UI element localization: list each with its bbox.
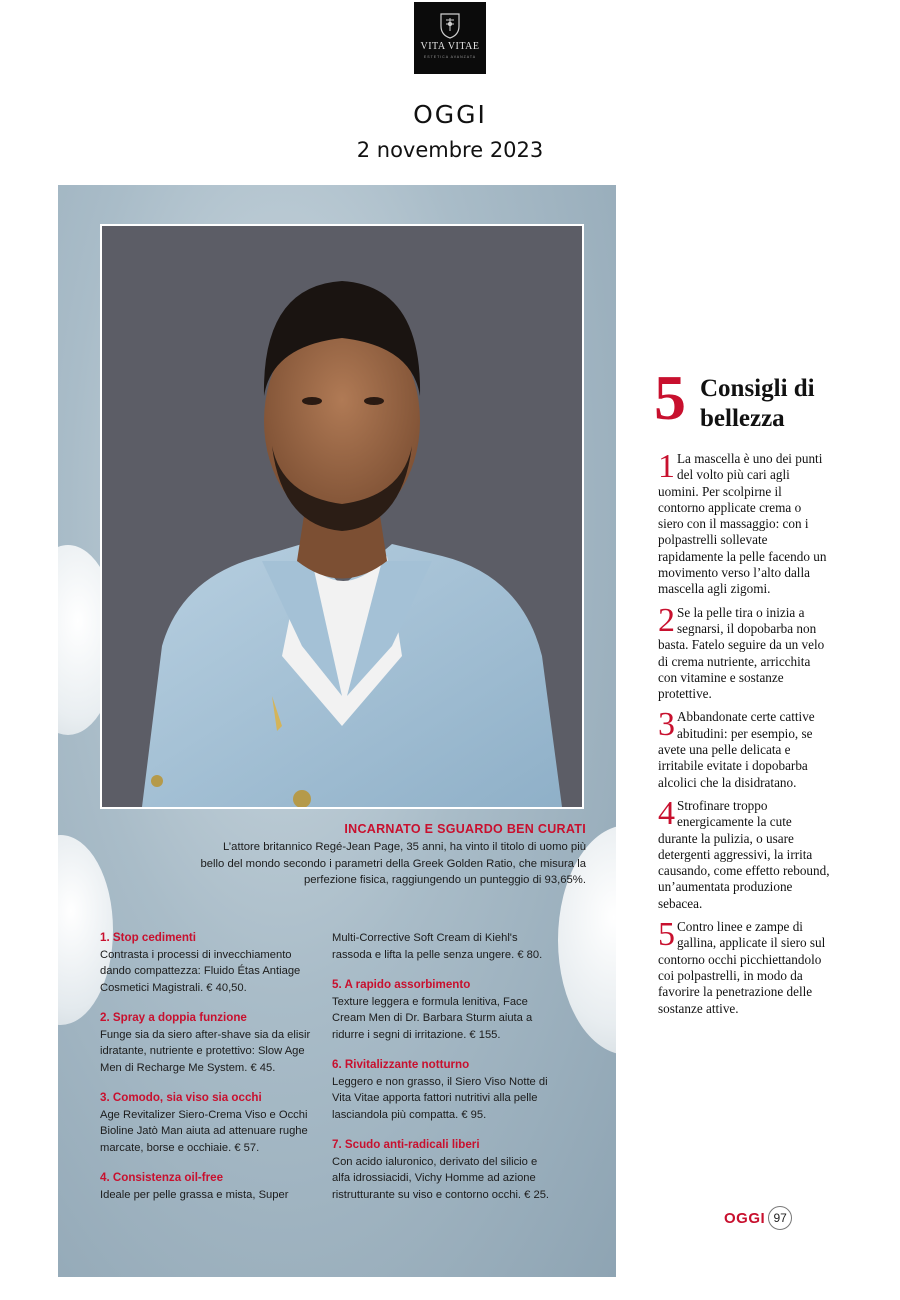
consigli-item xyxy=(658,706,830,790)
product-column-right xyxy=(332,930,554,1217)
consigli-item-number: 3 xyxy=(658,706,675,744)
product-tip-heading: 3. Comodo, sia viso sia occhi xyxy=(100,1091,262,1104)
vita-vitae-logo xyxy=(414,2,486,74)
product-tip-body: Multi-Corrective Soft Cream di Kiehl's rassoda e lifta la pelle senza ungere. € 80. xyxy=(332,932,543,961)
consigli-item-number: 4 xyxy=(658,794,675,832)
product-tip-body: Contrasta i processi di invecchiamento dando compattezza: Fluido Étas Antiage Cosmetici Magistrali. € 40,50. xyxy=(100,948,301,994)
product-tip-body: Texture leggera e formula lenitiva, Face Cream Men di Dr. Barbara Sturm aiuta a ridurre i segni di irritazione. € 155. xyxy=(332,995,533,1041)
consigli-title: Consigli di bellezza xyxy=(700,375,815,432)
consigli-item-text: Contro linee e zampe di gallina, applicate il siero sul contorno occhi picchiettandolo coi polpastrelli, in modo da favorire la penetrazione delle sostanze attive. xyxy=(658,919,826,1016)
logo-name: VITA VITAE xyxy=(420,41,480,52)
consigli-item-number: 5 xyxy=(658,916,675,954)
product-tip xyxy=(100,930,315,996)
portrait-illustration xyxy=(102,226,582,807)
consigli-item-text: Strofinare troppo energicamente la cute durante la pulizia, o usare detergenti aggressivi, la irrita causando, come effetto rebound, un’aumentata produzione sebacea. xyxy=(658,797,830,911)
product-tip-body: Leggero e non grasso, il Siero Viso Notte di Vita Vitae apporta fattori nutritivi alla pelle lasciandola più compatta. € 95. xyxy=(332,1075,548,1121)
product-tip xyxy=(332,977,554,1043)
product-tip xyxy=(100,1170,315,1203)
consigli-item-text: La mascella è uno dei punti del volto più cari agli uomini. Per scolpirne il contorno applicate crema o siero con il massaggio: con i polpastrelli sollevate rapidamente la pelle facendo un movimento verso l’alto dalla mascella agli zigomi. xyxy=(658,451,827,597)
product-tip xyxy=(100,1090,315,1156)
photo-caption-heading: INCARNATO E SGUARDO BEN CURATI xyxy=(344,822,586,836)
consigli-item xyxy=(658,601,830,703)
consigli-number: 5 xyxy=(654,362,686,433)
photo-caption-text: L’attore britannico Regé-Jean Page, 35 anni, ha vinto il titolo di uomo più bello del mondo secondo i parametri della Greek Golden Ratio, che misura la perfezione fisica, raggiungendo un punteggio di 93,65%. xyxy=(200,841,586,886)
publication-date: 2 novembre 2023 xyxy=(356,138,544,162)
product-tip-heading: 2. Spray a doppia funzione xyxy=(100,1011,247,1024)
logo-subtitle: ESTETICA AVANZATA xyxy=(423,55,477,59)
product-tip-heading: 5. A rapido assorbimento xyxy=(332,978,471,991)
page-number: 97 xyxy=(768,1206,792,1230)
product-tip xyxy=(332,1057,554,1123)
product-tip-heading: 1. Stop cedimenti xyxy=(100,931,196,944)
product-tip-heading: 7. Scudo anti-radicali liberi xyxy=(332,1138,480,1151)
consigli-item-number: 1 xyxy=(658,448,675,485)
product-tip-heading: 6. Rivitalizzante notturno xyxy=(332,1058,470,1071)
product-tip xyxy=(332,1137,554,1203)
consigli-item xyxy=(658,448,830,598)
product-tip-body: Con acido ialuronico, derivato del silicio e alfa idrossiacidi, Vichy Homme ad azione ristrutturante su viso e contorno occhi. € 25. xyxy=(332,1155,550,1201)
consigli-item-number: 2 xyxy=(658,601,675,639)
product-tip-body: Funge sia da siero after-shave sia da elisir idratante, nutriente e protettivo: Slow Age Men di Recharge Me System. € 45. xyxy=(100,1028,311,1074)
product-column-left xyxy=(100,930,315,1217)
consigli-item xyxy=(658,794,830,912)
consigli-item-text: Abbandonate certe cattive abitudini: per esempio, se avete una pelle delicata e irritabile evitate i dopobarba alcolici che la disidratano. xyxy=(658,709,815,790)
product-tip-body: Age Revitalizer Siero-Crema Viso e Occhi Bioline Jatò Man aiuta ad attenuare rughe marcate, borse e occhiaie. € 57. xyxy=(100,1108,308,1154)
crest-icon xyxy=(437,11,463,39)
product-tip xyxy=(332,930,554,963)
consigli-item xyxy=(658,916,830,1017)
consigli-list xyxy=(658,448,830,1024)
portrait-photo xyxy=(100,224,584,809)
product-tip-body: Ideale per pelle grassa e mista, Super xyxy=(100,1188,289,1201)
publication-title: OGGI xyxy=(413,100,487,129)
consigli-item-text: Se la pelle tira o inizia a segnarsi, il dopobarba non basta. Fatelo seguire da un velo di crema nutriente, arricchita con vitamine e sostanze protettive. xyxy=(658,604,825,702)
page-footer xyxy=(724,1206,792,1230)
product-tip xyxy=(100,1010,315,1076)
footer-brand: OGGI xyxy=(724,1209,766,1227)
product-tip-heading: 4. Consistenza oil-free xyxy=(100,1171,224,1184)
